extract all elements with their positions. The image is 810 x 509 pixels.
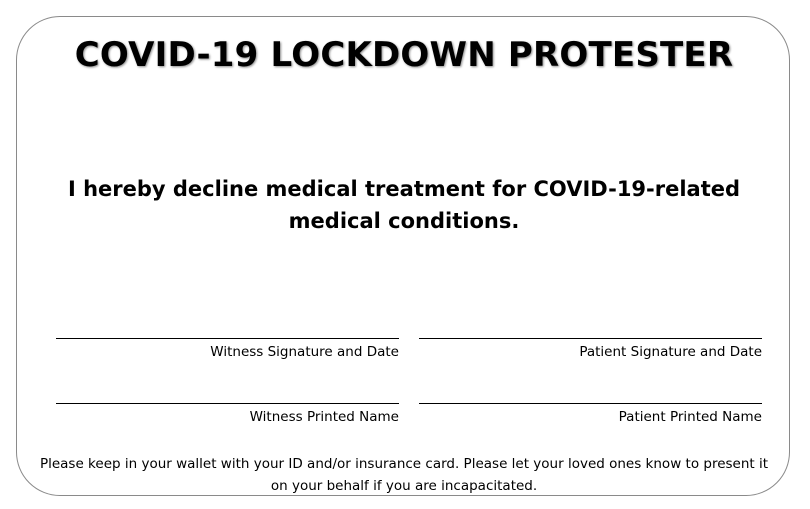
- card-title: COVID-19 LOCKDOWN PROTESTER: [74, 35, 734, 75]
- witness-printed-line: [56, 403, 399, 404]
- patient-signature-label: Patient Signature and Date: [579, 344, 762, 360]
- witness-printed-block: [56, 403, 399, 426]
- patient-printed-line: [419, 403, 762, 404]
- witness-signature-line: [56, 338, 399, 339]
- footer-note: Please keep in your wallet with your ID and/or insurance card. Please let your loved ones know to present it on your behalf if you are incapacitated.: [39, 456, 769, 494]
- witness-printed-label: Witness Printed Name: [249, 409, 399, 425]
- patient-printed-block: [419, 403, 762, 426]
- decline-statement: I hereby decline medical treatment for COVID-19-related medical conditions.: [67, 177, 741, 233]
- witness-signature-label: Witness Signature and Date: [210, 344, 399, 360]
- patient-signature-line: [419, 338, 762, 339]
- patient-signature-block: [419, 338, 762, 361]
- patient-printed-label: Patient Printed Name: [618, 409, 762, 425]
- wallet-card: [16, 16, 790, 496]
- witness-signature-block: [56, 338, 399, 361]
